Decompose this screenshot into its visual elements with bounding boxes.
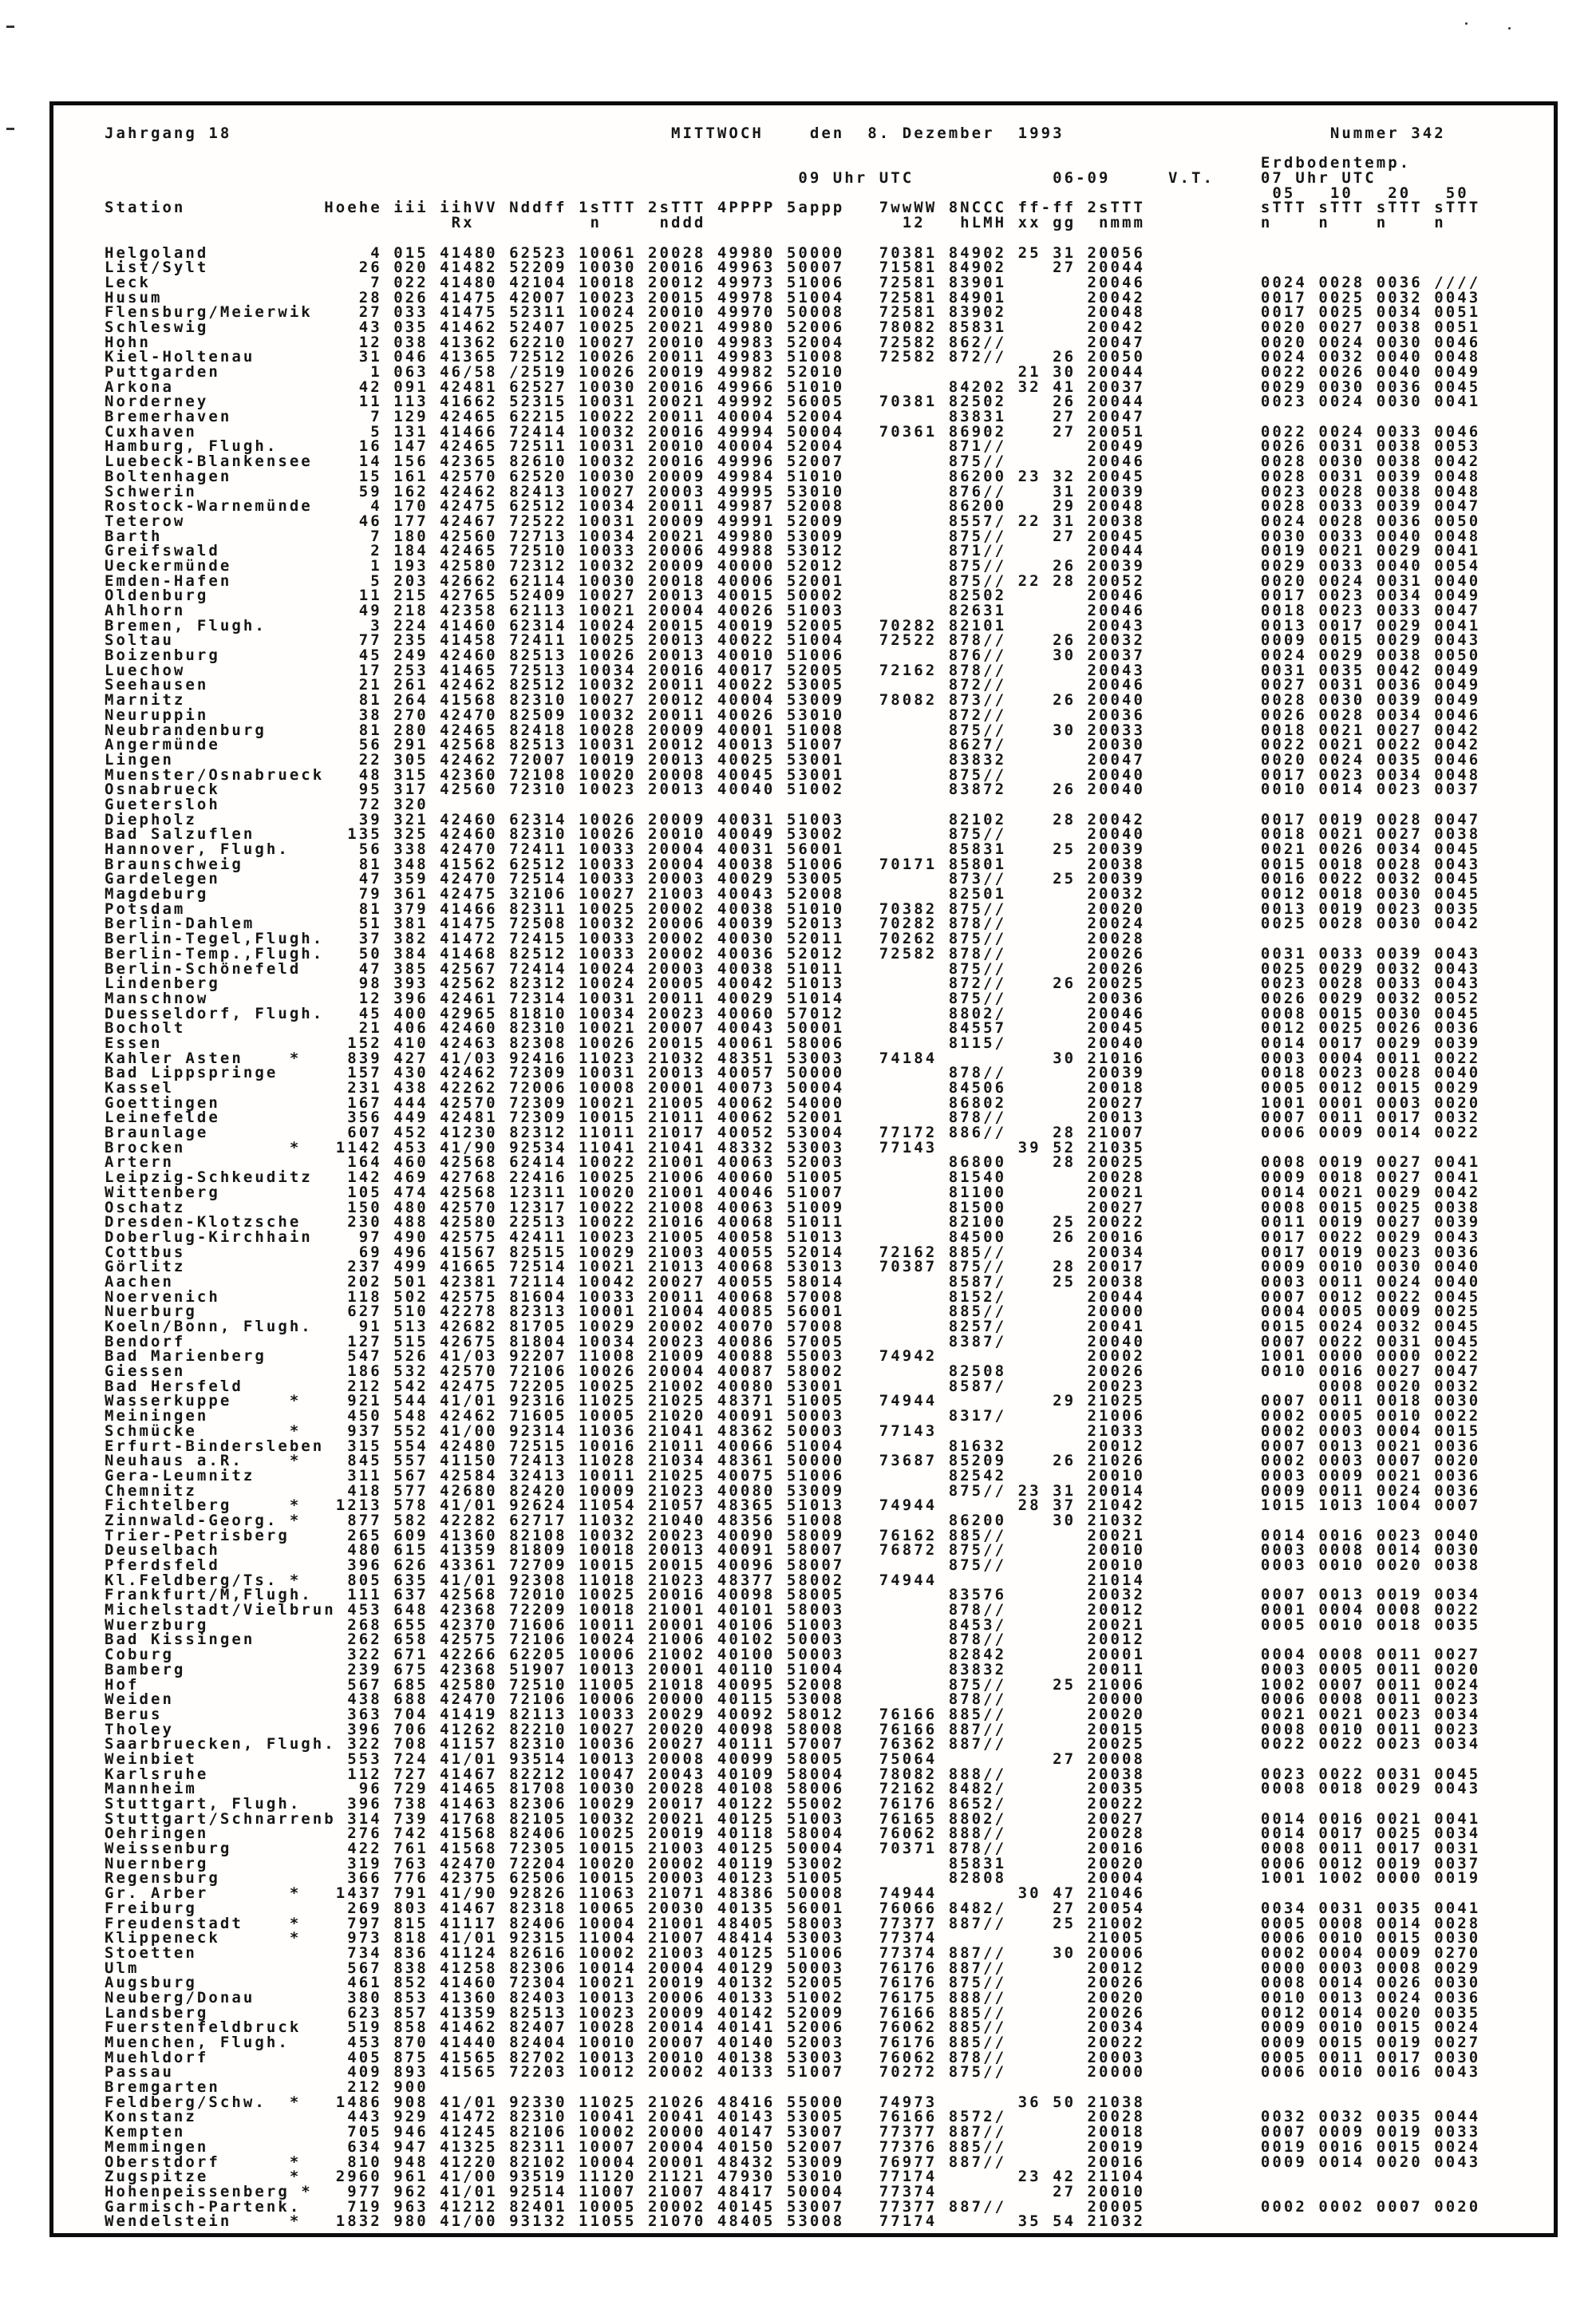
header-line-times: 09 Uhr UTC 06-09 V.T. 07 Uhr UTC bbox=[105, 169, 1377, 188]
table-row: Konstanz 443 929 41472 82310 10041 20041 40143 53005 76166 8572/ 20028 0032 0032 0035 0044 bbox=[105, 2108, 1481, 2126]
table-row: Wittenberg 105 474 42568 12311 10020 21001 40046 51007 81100 20021 0014 0021 0029 0042 bbox=[105, 1183, 1481, 1201]
table-row: Muenster/Osnabrueck 48 315 42360 72108 10020 20008 40045 53001 875// 20040 0017 0023 0034 0048 bbox=[105, 765, 1481, 784]
table-row: Wuerzburg 268 655 42370 71606 10011 20001 40106 51003 8453/ 20021 0005 0010 0018 0035 bbox=[105, 1615, 1481, 1634]
table-row: Stoetten 734 836 41124 82616 10002 21003 40125 51006 77374 887// 30 20006 0002 0004 0009 0270 bbox=[105, 1943, 1481, 1962]
table-row: Bremerhaven 7 129 42465 62215 10022 20011 40004 52004 83831 27 20047 bbox=[105, 408, 1481, 426]
table-row: Magdeburg 79 361 42475 32106 10027 21003 40043 52008 82501 20032 0012 0018 0030 0045 bbox=[105, 885, 1481, 903]
table-row: Trier-Petrisberg 265 609 41360 82108 10032 20023 40090 58009 76162 885// 20021 0014 0016 0023 0040 bbox=[105, 1526, 1481, 1544]
table-row: Berlin-Dahlem 51 381 41475 72508 10032 20006 40039 52013 70282 878// 20024 0025 0028 0030 0042 bbox=[105, 915, 1481, 933]
table-row: Neubrandenburg 81 280 42465 82418 10028 20009 40001 51008 875// 30 20033 0018 0021 0027 0042 bbox=[105, 721, 1481, 739]
table-row: Bamberg 239 675 42368 51907 10013 20001 40110 51004 83832 20011 0003 0005 0011 0020 bbox=[105, 1660, 1481, 1678]
table-row: Koeln/Bonn, Flugh. 91 513 42682 81705 10029 20002 40070 57008 8257/ 20041 0015 0024 0032 0045 bbox=[105, 1318, 1481, 1335]
table-row: Görlitz 237 499 41665 72514 10021 21013 40068 53013 70387 875// 28 20017 0009 0010 0030 0040 bbox=[105, 1258, 1481, 1276]
table-row: Flensburg/Meierwik 27 033 41475 52311 10024 20010 49970 50008 72581 83902 20048 0017 0025 0034 0051 bbox=[105, 303, 1481, 322]
table-row: Hohenpeissenberg * 977 962 41/01 92514 11007 21007 48417 50004 77374 27 20010 bbox=[105, 2182, 1481, 2200]
table-row: Teterow 46 177 42467 72522 10031 20009 49991 52009 8557/ 22 31 20038 0024 0028 0036 0050 bbox=[105, 512, 1481, 530]
table-row: Neuhaus a.R. * 845 557 41150 72413 11028 21034 48361 50000 73687 85209 26 21026 0002 0003 0007 0020 bbox=[105, 1452, 1481, 1470]
table-row: Passau 409 893 41565 72203 10012 20002 40133 51007 70272 875// 20000 0006 0010 0016 0043 bbox=[105, 2063, 1481, 2082]
header-line-erdboden: Erdbodentemp. bbox=[105, 154, 1412, 172]
table-row: Leipzig-Schkeuditz 142 469 42768 22416 10025 21006 40060 51005 81540 20028 0009 0018 0027 0041 bbox=[105, 1168, 1481, 1187]
table-row: Fichtelberg * 1213 578 41/01 92624 11054 21057 48365 51013 74944 28 37 21042 1015 1013 1004 0007 bbox=[105, 1496, 1481, 1515]
table-row: Meiningen 450 548 42462 71605 10005 21020 40091 50003 8317/ 21006 0002 0005 0010 0022 bbox=[105, 1407, 1481, 1425]
scan-artifact bbox=[6, 26, 14, 28]
table-row: Braunschweig 81 348 41562 62512 10033 20004 40038 51006 70171 85801 20038 0015 0018 0028 0043 bbox=[105, 855, 1481, 873]
table-row: Weinbiet 553 724 41/01 93514 10013 20008 40099 58005 75064 27 20008 bbox=[105, 1749, 1481, 1768]
table-row: List/Sylt 26 020 41482 52209 10030 20016 49963 50007 71581 84902 27 20044 bbox=[105, 259, 1481, 277]
table-row: Oberstdorf * 810 948 41220 82102 10004 20001 48432 53009 76977 887// 20016 0009 0014 0020 0043 bbox=[105, 2153, 1481, 2171]
table-row: Landsberg 623 857 41359 82513 10023 20009 40142 52009 76166 885// 20026 0012 0014 0020 0035 bbox=[105, 2003, 1481, 2022]
table-row: Saarbruecken, Flugh. 322 708 41157 82310 10036 20027 40111 57007 76362 887// 20025 0022 0022 0023 0034 bbox=[105, 1735, 1481, 1753]
table-row: Freudenstadt * 797 815 41117 82406 10004 21001 48405 58003 77377 887// 25 21002 0005 0008 0014 0028 bbox=[105, 1914, 1481, 1932]
table-row: Kassel 231 438 42262 72006 10008 20001 40073 50004 84506 20018 0005 0012 0015 0029 bbox=[105, 1079, 1481, 1097]
table-row: Bad Lippspringe 157 430 42462 72309 10031 20013 40057 50000 878// 20039 0018 0023 0028 0040 bbox=[105, 1064, 1481, 1082]
table-row: Giessen 186 532 42570 72106 10026 20004 40087 58002 82508 20026 0010 0016 0027 0047 bbox=[105, 1362, 1481, 1381]
table-row: Kempten 705 946 41245 82106 10002 20000 40147 53007 77377 887// 20018 0007 0009 0019 0033 bbox=[105, 2123, 1481, 2141]
table-row: Greifswald 2 184 42465 72510 10033 20006 49988 53012 871// 20044 0019 0021 0029 0041 bbox=[105, 542, 1481, 560]
header-line-columns: Station Hoehe iii iihVV Nddff 1sTTT 2sTTT 4PPPP 5appp 7wwWW 8NCCC ff-ff 2sTTT sTTT sTTT sTTT sTTT bbox=[105, 199, 1481, 217]
table-row: Luebeck-Blankensee 14 156 42365 82610 10032 20016 49996 52007 875// 20046 0028 0030 0038 0042 bbox=[105, 453, 1481, 471]
table-row: Puttgarden 1 063 46/58 /2519 10026 20019 49982 52010 21 30 20044 0022 0026 0040 0049 bbox=[105, 363, 1481, 381]
table-row: Garmisch-Partenk. 719 963 41212 82401 10005 20002 40145 53007 77377 887// 20005 0002 0002 0007 0020 bbox=[105, 2197, 1481, 2216]
table-row: Schmücke * 937 552 41/00 92314 11036 21041 48362 50003 77143 21033 0002 0003 0004 0015 bbox=[105, 1421, 1481, 1440]
table-row: Oehringen 276 742 41568 82406 10025 20019 40118 58004 76062 888// 20028 0014 0017 0025 0034 bbox=[105, 1825, 1481, 1843]
header-line-subcolumns: Rx n nddd 12 hLMH xx gg nmmm n n n n bbox=[105, 214, 1446, 232]
scan-artifact bbox=[1465, 22, 1468, 25]
table-row: Leinefelde 356 449 42481 72309 10015 21011 40062 52001 878// 20013 0007 0011 0017 0032 bbox=[105, 1109, 1481, 1127]
table-row: Zinnwald-Georg. * 877 582 42282 62717 11032 21040 48356 51008 86200 30 21032 bbox=[105, 1511, 1481, 1529]
table-row: Duesseldorf, Flugh. 45 400 42965 81810 10034 20023 40060 57012 8802/ 20046 0008 0015 0030 0045 bbox=[105, 1004, 1481, 1022]
table-row: Boizenburg 45 249 42460 82513 10026 20013 40010 51006 876// 30 20037 0024 0029 0038 0050 bbox=[105, 646, 1481, 665]
table-row: Nuernberg 319 763 42470 72204 10020 20002 40119 53002 85831 20020 0006 0012 0019 0037 bbox=[105, 1854, 1481, 1872]
table-row: Osnabrueck 95 317 42560 72310 10023 20013 40040 51002 83872 26 20040 0010 0014 0023 0037 bbox=[105, 781, 1481, 799]
table-row: Michelstadt/Vielbrun 453 648 42368 72209 10018 21001 40101 58003 878// 20012 0001 0004 0008 0022 bbox=[105, 1601, 1481, 1619]
header-line-depths: 05 10 20 50 bbox=[105, 184, 1469, 202]
table-row: Bendorf 127 515 42675 81804 10034 20023 40086 57005 8387/ 20040 0007 0022 0031 0045 bbox=[105, 1332, 1481, 1350]
table-row: Bad Kissingen 262 658 42575 72106 10024 21006 40102 50003 878// 20012 bbox=[105, 1631, 1481, 1649]
table-row: Weissenburg 422 761 41568 72305 10015 21003 40125 50004 70371 878// 20016 0008 0011 0017 0031 bbox=[105, 1840, 1481, 1858]
table-row: Ulm 567 838 41258 82306 10014 20004 40129 50003 76176 887// 20012 0000 0003 0008 0029 bbox=[105, 1959, 1481, 1977]
table-row: Arkona 42 091 42481 62527 10030 20016 49966 51010 84202 32 41 20037 0029 0030 0036 0045 bbox=[105, 378, 1481, 396]
scan-artifact bbox=[6, 128, 14, 130]
table-row: Klippeneck * 973 818 41/01 92315 11004 21007 48414 53003 77374 21005 0006 0010 0015 0030 bbox=[105, 1929, 1481, 1947]
table-row: Weiden 438 688 42470 72106 10006 20000 40115 53008 878// 20000 0006 0008 0011 0023 bbox=[105, 1690, 1481, 1709]
table-row: Lindenberg 98 393 42562 82312 10024 20005 40042 51013 872// 26 20025 0023 0028 0033 0043 bbox=[105, 975, 1481, 993]
table-row: Kiel-Holtenau 31 046 41365 72512 10026 20011 49983 51008 72582 872// 26 20050 0024 0032 0040 0048 bbox=[105, 348, 1481, 366]
table-row: Kl.Feldberg/Ts. * 805 635 41/01 92308 11018 21023 48377 58002 74944 21014 bbox=[105, 1571, 1481, 1589]
table-row: Muehldorf 405 875 41565 82702 10013 20010 40138 53003 76062 878// 20003 0005 0011 0017 0030 bbox=[105, 2048, 1481, 2066]
document-frame bbox=[49, 101, 1558, 2237]
table-row: Berlin-Temp.,Flugh. 50 384 41468 82512 10033 20002 40036 52012 72582 878// 20026 0031 0033 0039 0043 bbox=[105, 944, 1481, 963]
table-row: Hannover, Flugh. 56 338 42470 72411 10033 20004 40031 56001 85831 25 20039 0021 0026 0034 0045 bbox=[105, 840, 1481, 858]
table-row: Coburg 322 671 42266 62205 10006 21002 40100 50003 82842 20001 0004 0008 0011 0027 bbox=[105, 1646, 1481, 1664]
table-row: Oschatz 150 480 42570 12317 10022 21008 40063 51009 81500 20027 0008 0015 0025 0038 bbox=[105, 1198, 1481, 1216]
table-row: Luechow 17 253 41465 72513 10034 20016 40017 52005 72162 878// 20043 0031 0035 0042 0049 bbox=[105, 661, 1481, 679]
table-row: Augsburg 461 852 41460 72304 10021 20019 40132 52005 76176 875// 20026 0008 0014 0026 0030 bbox=[105, 1974, 1481, 1992]
table-row: Rostock-Warnemünde 4 170 42475 62512 10034 20011 49987 52008 86200 29 20048 0028 0033 0039 0047 bbox=[105, 497, 1481, 516]
table-row: Wendelstein * 1832 980 41/00 93132 11055 21070 48405 53008 77174 35 54 21032 bbox=[105, 2212, 1481, 2231]
table-row: Feldberg/Schw. * 1486 908 41/01 92330 11025 21026 48416 55000 74973 36 50 21038 bbox=[105, 2093, 1481, 2111]
table-row: Oldenburg 11 215 42765 52409 10027 20013 40015 50002 82502 20046 0017 0023 0034 0049 bbox=[105, 587, 1481, 605]
table-row: Ueckermünde 1 193 42580 72312 10032 20009 40000 52012 875// 26 20039 0029 0033 0040 0054 bbox=[105, 556, 1481, 575]
table-row: Chemnitz 418 577 42680 82420 10009 21023 40080 53009 875// 23 31 20014 0009 0011 0024 0036 bbox=[105, 1481, 1481, 1500]
table-row: Zugspitze * 2960 961 41/00 93519 11120 21121 47930 53010 77174 23 42 21104 bbox=[105, 2168, 1481, 2186]
table-row: Braunlage 607 452 41230 82312 11011 21017 40052 53004 77172 886// 28 21007 0006 0009 0014 0022 bbox=[105, 1124, 1481, 1142]
table-row: Hohn 12 038 41362 62210 10027 20010 49983 52004 72582 862// 20047 0020 0024 0030 0046 bbox=[105, 333, 1481, 351]
table-row: Tholey 396 706 41262 82210 10027 20020 40098 58008 76166 887// 20015 0008 0010 0011 0023 bbox=[105, 1720, 1481, 1738]
table-row: Essen 152 410 42463 82308 10026 20015 40061 58006 8115/ 20040 0014 0017 0029 0039 bbox=[105, 1034, 1481, 1052]
table-row: Boltenhagen 15 161 42570 62520 10030 20009 49984 51010 86200 23 32 20045 0028 0031 0039 0048 bbox=[105, 467, 1481, 485]
table-row: Angermünde 56 291 42568 82513 10031 20012 40013 51007 8627/ 20030 0022 0021 0022 0042 bbox=[105, 736, 1481, 754]
table-row: Gera-Leumnitz 311 567 42584 32413 10011 21025 40075 51006 82542 20010 0003 0009 0021 0036 bbox=[105, 1466, 1481, 1485]
table-row: Dresden-Klotzsche 230 488 42580 22513 10022 21016 40068 51011 82100 25 20022 0011 0019 0027 0039 bbox=[105, 1213, 1481, 1232]
table-row: Fuerstenfeldbruck 519 858 41462 82407 10028 20014 40141 52006 76062 885// 20034 0009 0010 0015 0024 bbox=[105, 2018, 1481, 2037]
table-row: Hof 567 685 42580 72510 11005 21018 40095 52008 875// 25 21006 1002 0007 0011 0024 bbox=[105, 1675, 1481, 1694]
table-row: Noervenich 118 502 42575 81604 10033 20011 40068 57008 8152/ 20044 0007 0012 0022 0045 bbox=[105, 1287, 1481, 1306]
table-row: Karlsruhe 112 727 41467 82212 10047 20043 40109 58004 78082 888// 20038 0023 0022 0031 0045 bbox=[105, 1765, 1481, 1783]
table-row: Husum 28 026 41475 42007 10023 20015 49978 51004 72581 84901 20042 0017 0025 0032 0043 bbox=[105, 288, 1481, 306]
table-row: Erfurt-Bindersleben 315 554 42480 72515 10016 21011 40066 51004 81632 20012 0007 0013 0021 0036 bbox=[105, 1437, 1481, 1455]
table-row: Bad Hersfeld 212 542 42475 72205 10025 21002 40080 53001 8587/ 20023 0008 0020 0032 bbox=[105, 1377, 1481, 1395]
table-row: Stuttgart/Schnarrenb 314 739 41768 82105 10032 20021 40125 51003 76165 8802/ 20027 0014 0016 0021 0041 bbox=[105, 1809, 1481, 1828]
table-row: Guetersloh 72 320 bbox=[105, 795, 1481, 813]
table-row: Potsdam 81 379 41466 82311 10025 20002 40038 51010 70382 875// 20020 0013 0019 0023 0035 bbox=[105, 899, 1481, 918]
table-row: Aachen 202 501 42381 72114 10042 20027 40055 58014 8587/ 25 20038 0003 0011 0024 0040 bbox=[105, 1272, 1481, 1291]
table-row: Muenchen, Flugh. 453 870 41440 82404 10010 20007 40140 52003 76176 885// 20022 0009 0015 0019 0027 bbox=[105, 2034, 1481, 2051]
table-row: Marnitz 81 264 41568 82310 10027 20012 40004 53009 78082 873// 26 20040 0028 0030 0039 0049 bbox=[105, 691, 1481, 710]
table-row: Gr. Arber * 1437 791 41/90 92826 11063 21071 48386 50008 74944 30 47 21046 bbox=[105, 1884, 1481, 1903]
table-row: Wasserkuppe * 921 544 41/01 92316 11025 21025 48371 51005 74944 29 21025 0007 0011 0018 0030 bbox=[105, 1392, 1481, 1410]
table-row: Helgoland 4 015 41480 62523 10061 20028 49980 50000 70381 84902 25 31 20056 bbox=[105, 243, 1481, 262]
table-row: Berus 363 704 41419 82113 10033 20029 40092 58012 76166 885// 20020 0021 0021 0023 0034 bbox=[105, 1705, 1481, 1723]
table-row: Brocken * 1142 453 41/90 92534 11041 21041 48332 53003 77143 39 52 21035 bbox=[105, 1138, 1481, 1156]
table-row: Cottbus 69 496 41567 82515 10029 21003 40055 52014 72162 885// 20034 0017 0019 0023 0036 bbox=[105, 1243, 1481, 1261]
synoptic-data-table bbox=[105, 125, 1481, 2231]
table-row: Norderney 11 113 41662 52315 10031 20021 49992 56005 70381 82502 26 20044 0023 0024 0030 0041 bbox=[105, 393, 1481, 411]
table-row: Stuttgart, Flugh. 396 738 41463 82306 10029 20017 40122 55002 76176 8652/ 20022 bbox=[105, 1795, 1481, 1813]
table-row: Pferdsfeld 396 626 43361 72709 10015 20015 40096 58007 875// 20010 0003 0010 0020 0038 bbox=[105, 1556, 1481, 1574]
table-row: Cuxhaven 5 131 41466 72414 10032 20016 49994 50004 70361 86902 27 20051 0022 0024 0033 0046 bbox=[105, 422, 1481, 441]
table-row: Artern 164 460 42568 62414 10022 21001 40063 52003 86800 28 20025 0008 0019 0027 0041 bbox=[105, 1153, 1481, 1172]
table-row: Deuselbach 480 615 41359 81809 10018 20013 40091 58007 76872 875// 20010 0003 0008 0014 0030 bbox=[105, 1541, 1481, 1560]
table-row: Goettingen 167 444 42570 72309 10021 21005 40062 54000 86802 20027 1001 0001 0003 0020 bbox=[105, 1093, 1481, 1112]
table-row: Leck 7 022 41480 42104 10018 20012 49973 51006 72581 83901 20046 0024 0028 0036 //// bbox=[105, 273, 1481, 291]
table-row: Berlin-Schönefeld 47 385 42567 72414 10024 20003 40038 51011 875// 20026 0025 0029 0032 0043 bbox=[105, 959, 1481, 978]
table-row: Memmingen 634 947 41325 82311 10007 20004 40150 52007 77376 885// 20019 0019 0016 0015 0024 bbox=[105, 2137, 1481, 2156]
table-row: Seehausen 21 261 42462 82512 10032 20011 40022 53005 872// 20046 0027 0031 0036 0049 bbox=[105, 676, 1481, 694]
table-row: Bremen, Flugh. 3 224 41460 62314 10024 20015 40019 52005 70282 82101 20043 0013 0017 0029 0041 bbox=[105, 616, 1481, 635]
table-row: Nuerburg 627 510 42278 82313 10001 21004 40085 56001 885// 20000 0004 0005 0009 0025 bbox=[105, 1303, 1481, 1321]
table-row: Emden-Hafen 5 203 42662 62114 10030 20018 40006 52001 875// 22 28 20052 0020 0024 0031 0040 bbox=[105, 571, 1481, 590]
table-row: Hamburg, Flugh. 16 147 42465 72511 10031 20010 40004 52004 871// 20049 0026 0031 0038 0053 bbox=[105, 437, 1481, 456]
table-row: Berlin-Tegel,Flugh. 37 382 41472 72415 10033 20002 40030 52011 70262 875// 20028 bbox=[105, 930, 1481, 948]
table-row: Bocholt 21 406 42460 82310 10021 20007 40043 50001 84557 20045 0012 0025 0026 0036 bbox=[105, 1019, 1481, 1038]
table-row: Kahler Asten * 839 427 41/03 92416 11023 21032 48351 53003 74184 30 21016 0003 0004 0011 0022 bbox=[105, 1049, 1481, 1067]
table-row: Bremgarten 212 900 bbox=[105, 2078, 1481, 2097]
table-row: Schleswig 43 035 41462 52407 10025 20021 49980 52006 78082 85831 20042 0020 0027 0038 0051 bbox=[105, 318, 1481, 336]
table-row: Lingen 22 305 42462 72007 10019 20013 40025 53001 83832 20047 0020 0024 0035 0046 bbox=[105, 750, 1481, 769]
table-row: Schwerin 59 162 42462 82413 10027 20003 49995 53010 876// 31 20039 0023 0028 0038 0048 bbox=[105, 482, 1481, 500]
table-row: Diepholz 39 321 42460 62314 10026 20009 40031 51003 82102 28 20042 0017 0019 0028 0047 bbox=[105, 810, 1481, 828]
table-row: Freiburg 269 803 41467 82318 10065 20030 40135 56001 76066 8482/ 27 20054 0034 0031 0035 0041 bbox=[105, 1899, 1481, 1917]
table-row: Frankfurt/M,Flugh. 111 637 42568 72010 10025 20016 40098 58005 83576 20032 0007 0013 0019 0034 bbox=[105, 1586, 1481, 1604]
table-row: Doberlug-Kirchhain 97 490 42575 42411 10023 21005 40058 51013 84500 26 20016 0017 0022 0029 0043 bbox=[105, 1228, 1481, 1246]
table-row: Regensburg 366 776 42375 62506 10015 20003 40123 51005 82808 20004 1001 1002 0000 0019 bbox=[105, 1869, 1481, 1888]
table-row: Gardelegen 47 359 42470 72514 10033 20003 40029 53005 873// 25 20039 0016 0022 0032 0045 bbox=[105, 870, 1481, 888]
table-row: Manschnow 12 396 42461 72314 10031 20011 40029 51014 875// 20036 0026 0029 0032 0052 bbox=[105, 989, 1481, 1007]
table-row: Bad Salzuflen 135 325 42460 82310 10026 20010 40049 53002 875// 20040 0018 0021 0027 0038 bbox=[105, 825, 1481, 844]
table-row: Mannheim 96 729 41465 81708 10030 20028 40108 58006 72162 8482/ 20035 0008 0018 0029 0043 bbox=[105, 1780, 1481, 1798]
table-row: Barth 7 180 42560 72713 10034 20021 49980 53009 875// 27 20045 0030 0033 0040 0048 bbox=[105, 527, 1481, 545]
table-row: Neuruppin 38 270 42470 82509 10032 20011 40026 53010 872// 20036 0026 0028 0034 0046 bbox=[105, 706, 1481, 724]
scan-artifact bbox=[1508, 27, 1511, 30]
table-row: Soltau 77 235 41458 72411 10025 20013 40022 51004 72522 878// 26 20032 0009 0015 0029 0043 bbox=[105, 631, 1481, 650]
table-row: Bad Marienberg 547 526 41/03 92207 11008 21009 40088 55003 74942 20002 1001 0000 0000 0022 bbox=[105, 1347, 1481, 1366]
header-line-title: Jahrgang 18 MITTWOCH den 8. Dezember 1993 Nummer 342 bbox=[105, 125, 1446, 142]
table-row: Ahlhorn 49 218 42358 62113 10021 20004 40026 51003 82631 20046 0018 0023 0033 0047 bbox=[105, 602, 1481, 619]
table-row: Neuberg/Donau 380 853 41360 82403 10013 20006 40133 51002 76175 888// 20020 0010 0013 0024 0036 bbox=[105, 1988, 1481, 2006]
